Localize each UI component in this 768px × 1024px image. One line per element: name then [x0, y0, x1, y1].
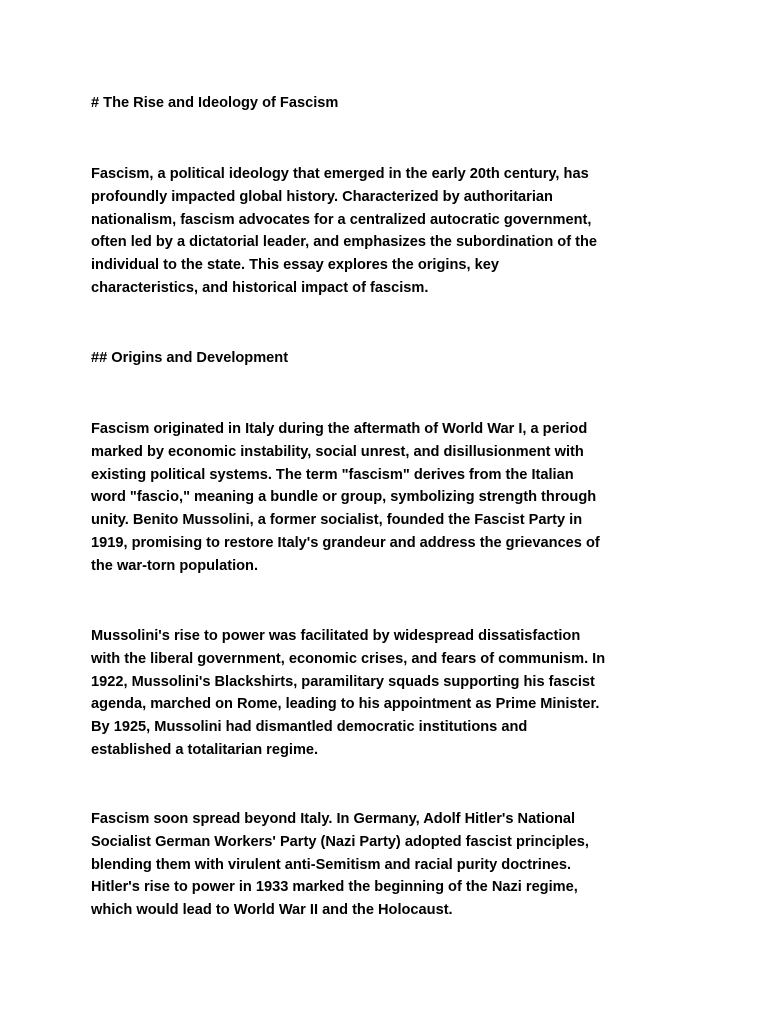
paragraph-line: Fascism originated in Italy during the aftermath of World War I, a period: [91, 421, 588, 437]
intro-line: profoundly impacted global history. Characterized by authoritarian: [91, 188, 553, 205]
spread-paragraph: [91, 808, 711, 922]
intro-line: characteristics, and historical impact of fascism.: [91, 279, 429, 296]
origins-paragraph: [91, 418, 711, 578]
intro-line: Fascism, a political ideology that emerged in the early 20th century, has: [91, 166, 589, 182]
paragraph-line: agenda, marched on Rome, leading to his appointment as Prime Minister.: [91, 696, 600, 713]
section-heading: ## Origins and Development: [91, 350, 289, 366]
paragraph-line: Mussolini's rise to power was facilitated by widespread dissatisfaction: [91, 628, 581, 644]
paragraph-line: 1919, promising to restore Italy's grandeur and address the grievances of: [91, 534, 600, 551]
paragraph-line: unity. Benito Mussolini, a former socialist, founded the Fascist Party in: [91, 512, 583, 529]
paragraph-line: word "fascio," meaning a bundle or group, symbolizing strength through: [91, 489, 597, 506]
paragraph-line: existing political systems. The term "fascism" derives from the Italian: [91, 466, 574, 483]
paragraph-line: which would lead to World War II and the Holocaust.: [91, 902, 453, 919]
paragraph-line: Socialist German Workers' Party (Nazi Party) adopted fascist principles,: [91, 833, 589, 850]
paragraph-line: Fascism soon spread beyond Italy. In Germany, Adolf Hitler's National: [91, 811, 576, 827]
paragraph-line: established a totalitarian regime.: [91, 741, 319, 758]
intro-paragraph: [91, 163, 711, 300]
intro-line: individual to the state. This essay explores the origins, key: [91, 257, 499, 274]
paragraph-line: Hitler's rise to power in 1933 marked the beginning of the Nazi regime,: [91, 879, 578, 896]
document-title: # The Rise and Ideology of Fascism: [91, 95, 339, 111]
paragraph-line: By 1925, Mussolini had dismantled democratic institutions and: [91, 719, 528, 736]
mussolini-paragraph: [91, 625, 711, 762]
paragraph-line: 1922, Mussolini's Blackshirts, paramilitary squads supporting his fascist: [91, 673, 595, 690]
paragraph-line: blending them with virulent anti-Semitism and racial purity doctrines.: [91, 856, 572, 873]
paragraph-line: marked by economic instability, social unrest, and disillusionment with: [91, 443, 584, 460]
intro-line: often led by a dictatorial leader, and emphasizes the subordination of the: [91, 234, 598, 251]
intro-line: nationalism, fascism advocates for a centralized autocratic government,: [91, 211, 592, 228]
paragraph-line: with the liberal government, economic crises, and fears of communism. In: [91, 650, 606, 667]
paragraph-line: the war-torn population.: [91, 557, 259, 574]
